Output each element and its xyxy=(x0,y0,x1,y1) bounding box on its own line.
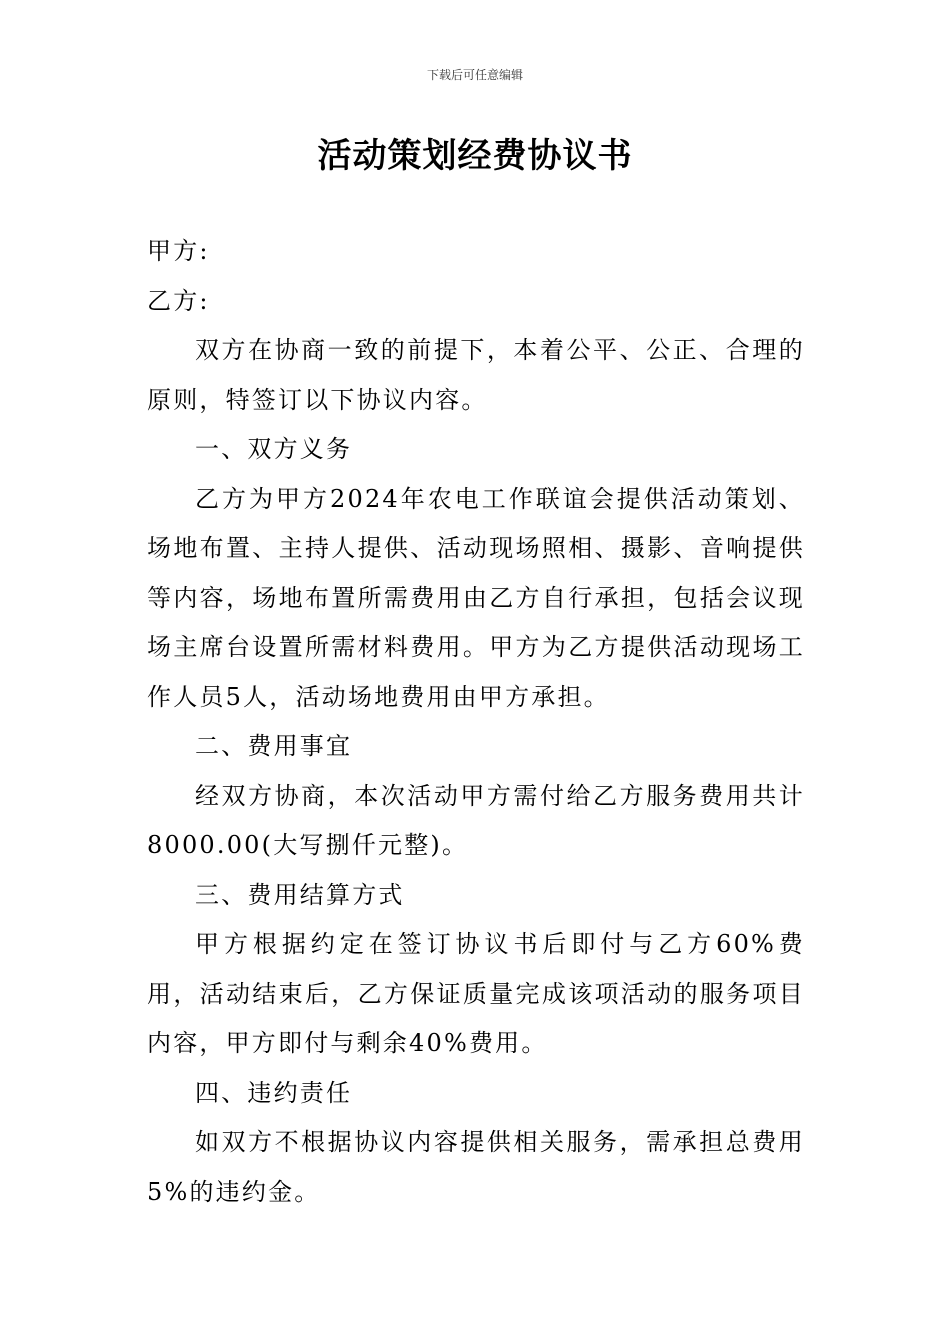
party-b-line: 乙方: xyxy=(147,286,210,315)
section-text-obligations: 乙方为甲方2024年农电工作联谊会提供活动策划、场地布置、主持人提供、活动现场照相、摄影、音响提供等内容，场地布置所需费用由乙方自行承担，包括会议现场主席台设置所需材料费用。甲方为乙方提供活动现场工作人员5人，活动场地费用由甲方承担。 xyxy=(147,484,805,711)
section-text-settlement: 甲方根据约定在签订协议书后即付与乙方60%费用，活动结束后，乙方保证质量完成该项活动的服务项目内容，甲方即付与剩余40%费用。 xyxy=(147,930,805,1057)
section-heading-liability: 四、违约责任 xyxy=(195,1078,353,1107)
party-a-line: 甲方: xyxy=(147,237,210,265)
intro-paragraph: 双方在协商一致的前提下，本着公平、公正、合理的原则，特签订以下协议内容。 xyxy=(147,336,805,414)
document-body xyxy=(147,227,805,1217)
section-heading-fees: 二、费用事宜 xyxy=(195,732,353,760)
section-text-fees: 经双方协商，本次活动甲方需付给乙方服务费用共计8000.00(大写捌仟元整)。 xyxy=(147,781,805,859)
section-text-liability: 如双方不根据协议内容提供相关服务，需承担总费用5%的违约金。 xyxy=(147,1128,805,1206)
section-heading-obligations: 一、双方义务 xyxy=(195,435,353,463)
document-title: 活动策划经费协议书 xyxy=(317,136,633,176)
header-note: 下载后可任意编辑 xyxy=(426,68,523,82)
section-heading-settlement: 三、费用结算方式 xyxy=(195,880,405,909)
